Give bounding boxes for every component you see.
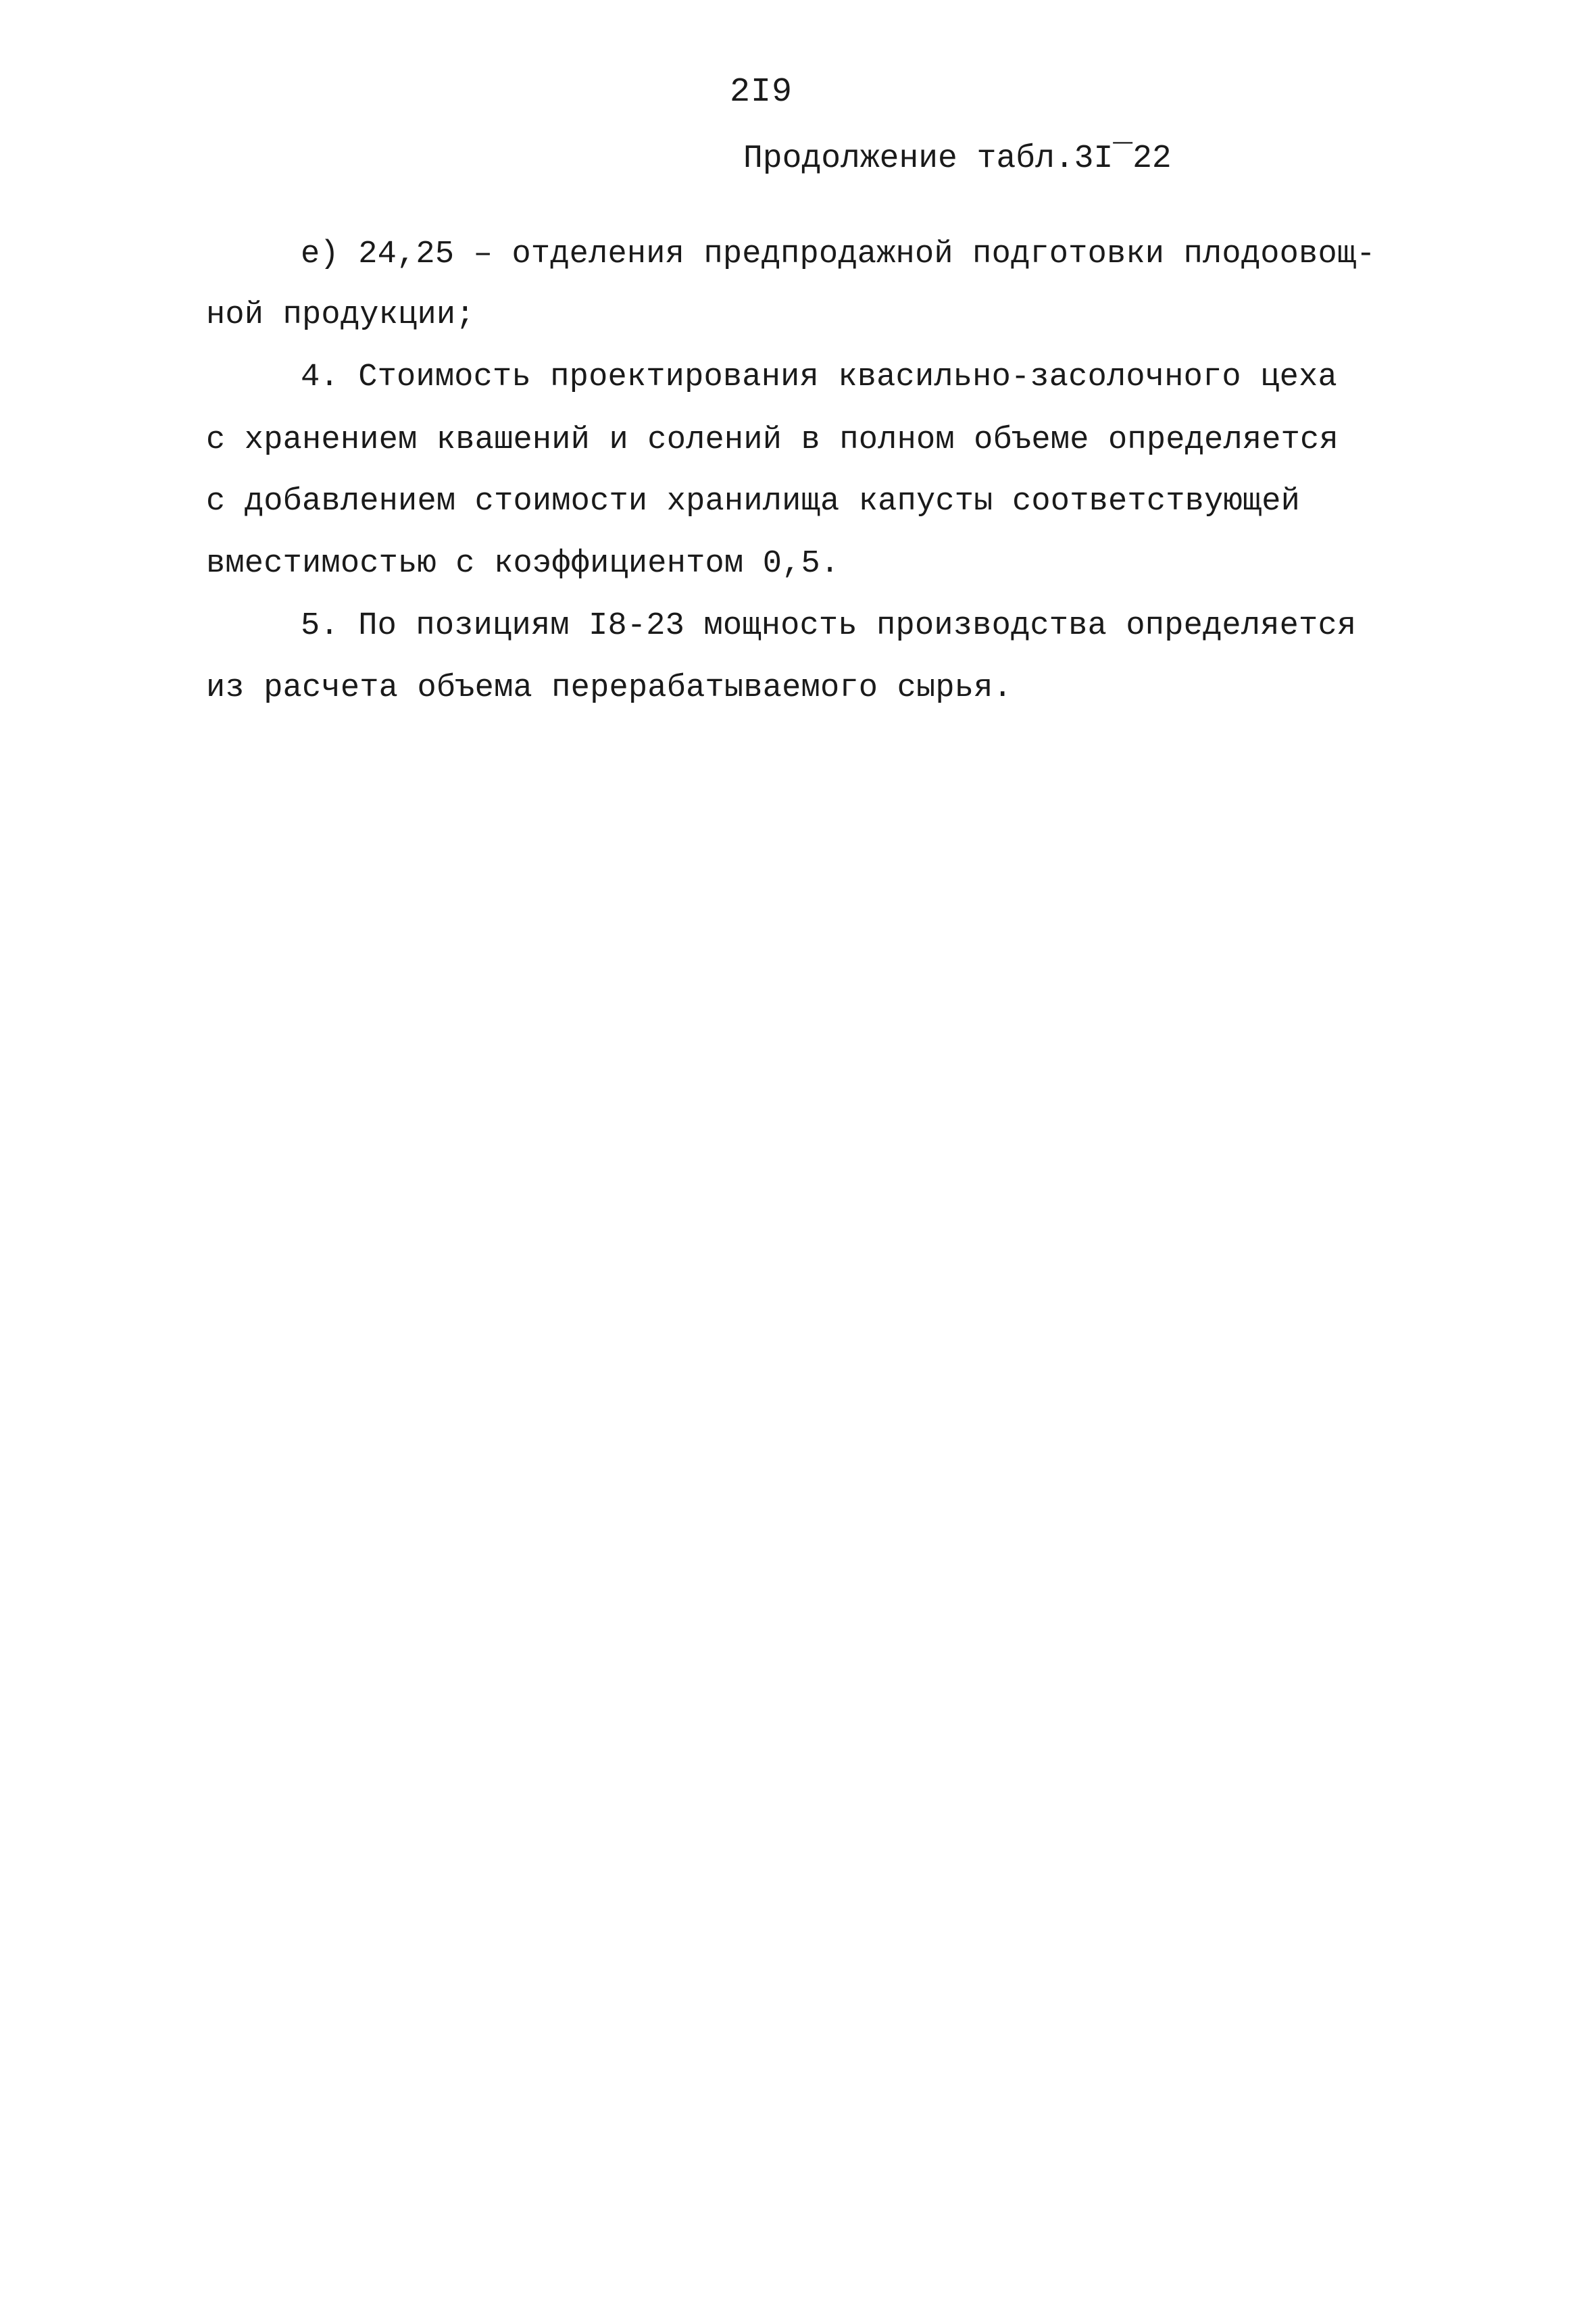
text-line: ной продукции; [206, 297, 475, 333]
text-line: вместимостью с коэффициентом 0,5. [206, 546, 840, 582]
text-line: с хранением квашений и солений в полном объеме определяется [206, 422, 1339, 458]
page-number: 2I9 [730, 73, 793, 111]
text-line: из расчета объема перерабатываемого сырья. [206, 670, 1012, 706]
text-line: е) 24,25 – отделения предпродажной подготовки плодоовощ- [301, 237, 1376, 272]
text-line: с добавлением стоимости хранилища капусты соответствующей [206, 484, 1301, 520]
text-line: 5. По позициям I8-23 мощность производства определяется [301, 608, 1357, 644]
table-continuation-label: Продолжение табл.3I‾22 [743, 141, 1172, 177]
text-line: 4. Стоимость проектирования квасильно-засолочного цеха [301, 359, 1337, 395]
